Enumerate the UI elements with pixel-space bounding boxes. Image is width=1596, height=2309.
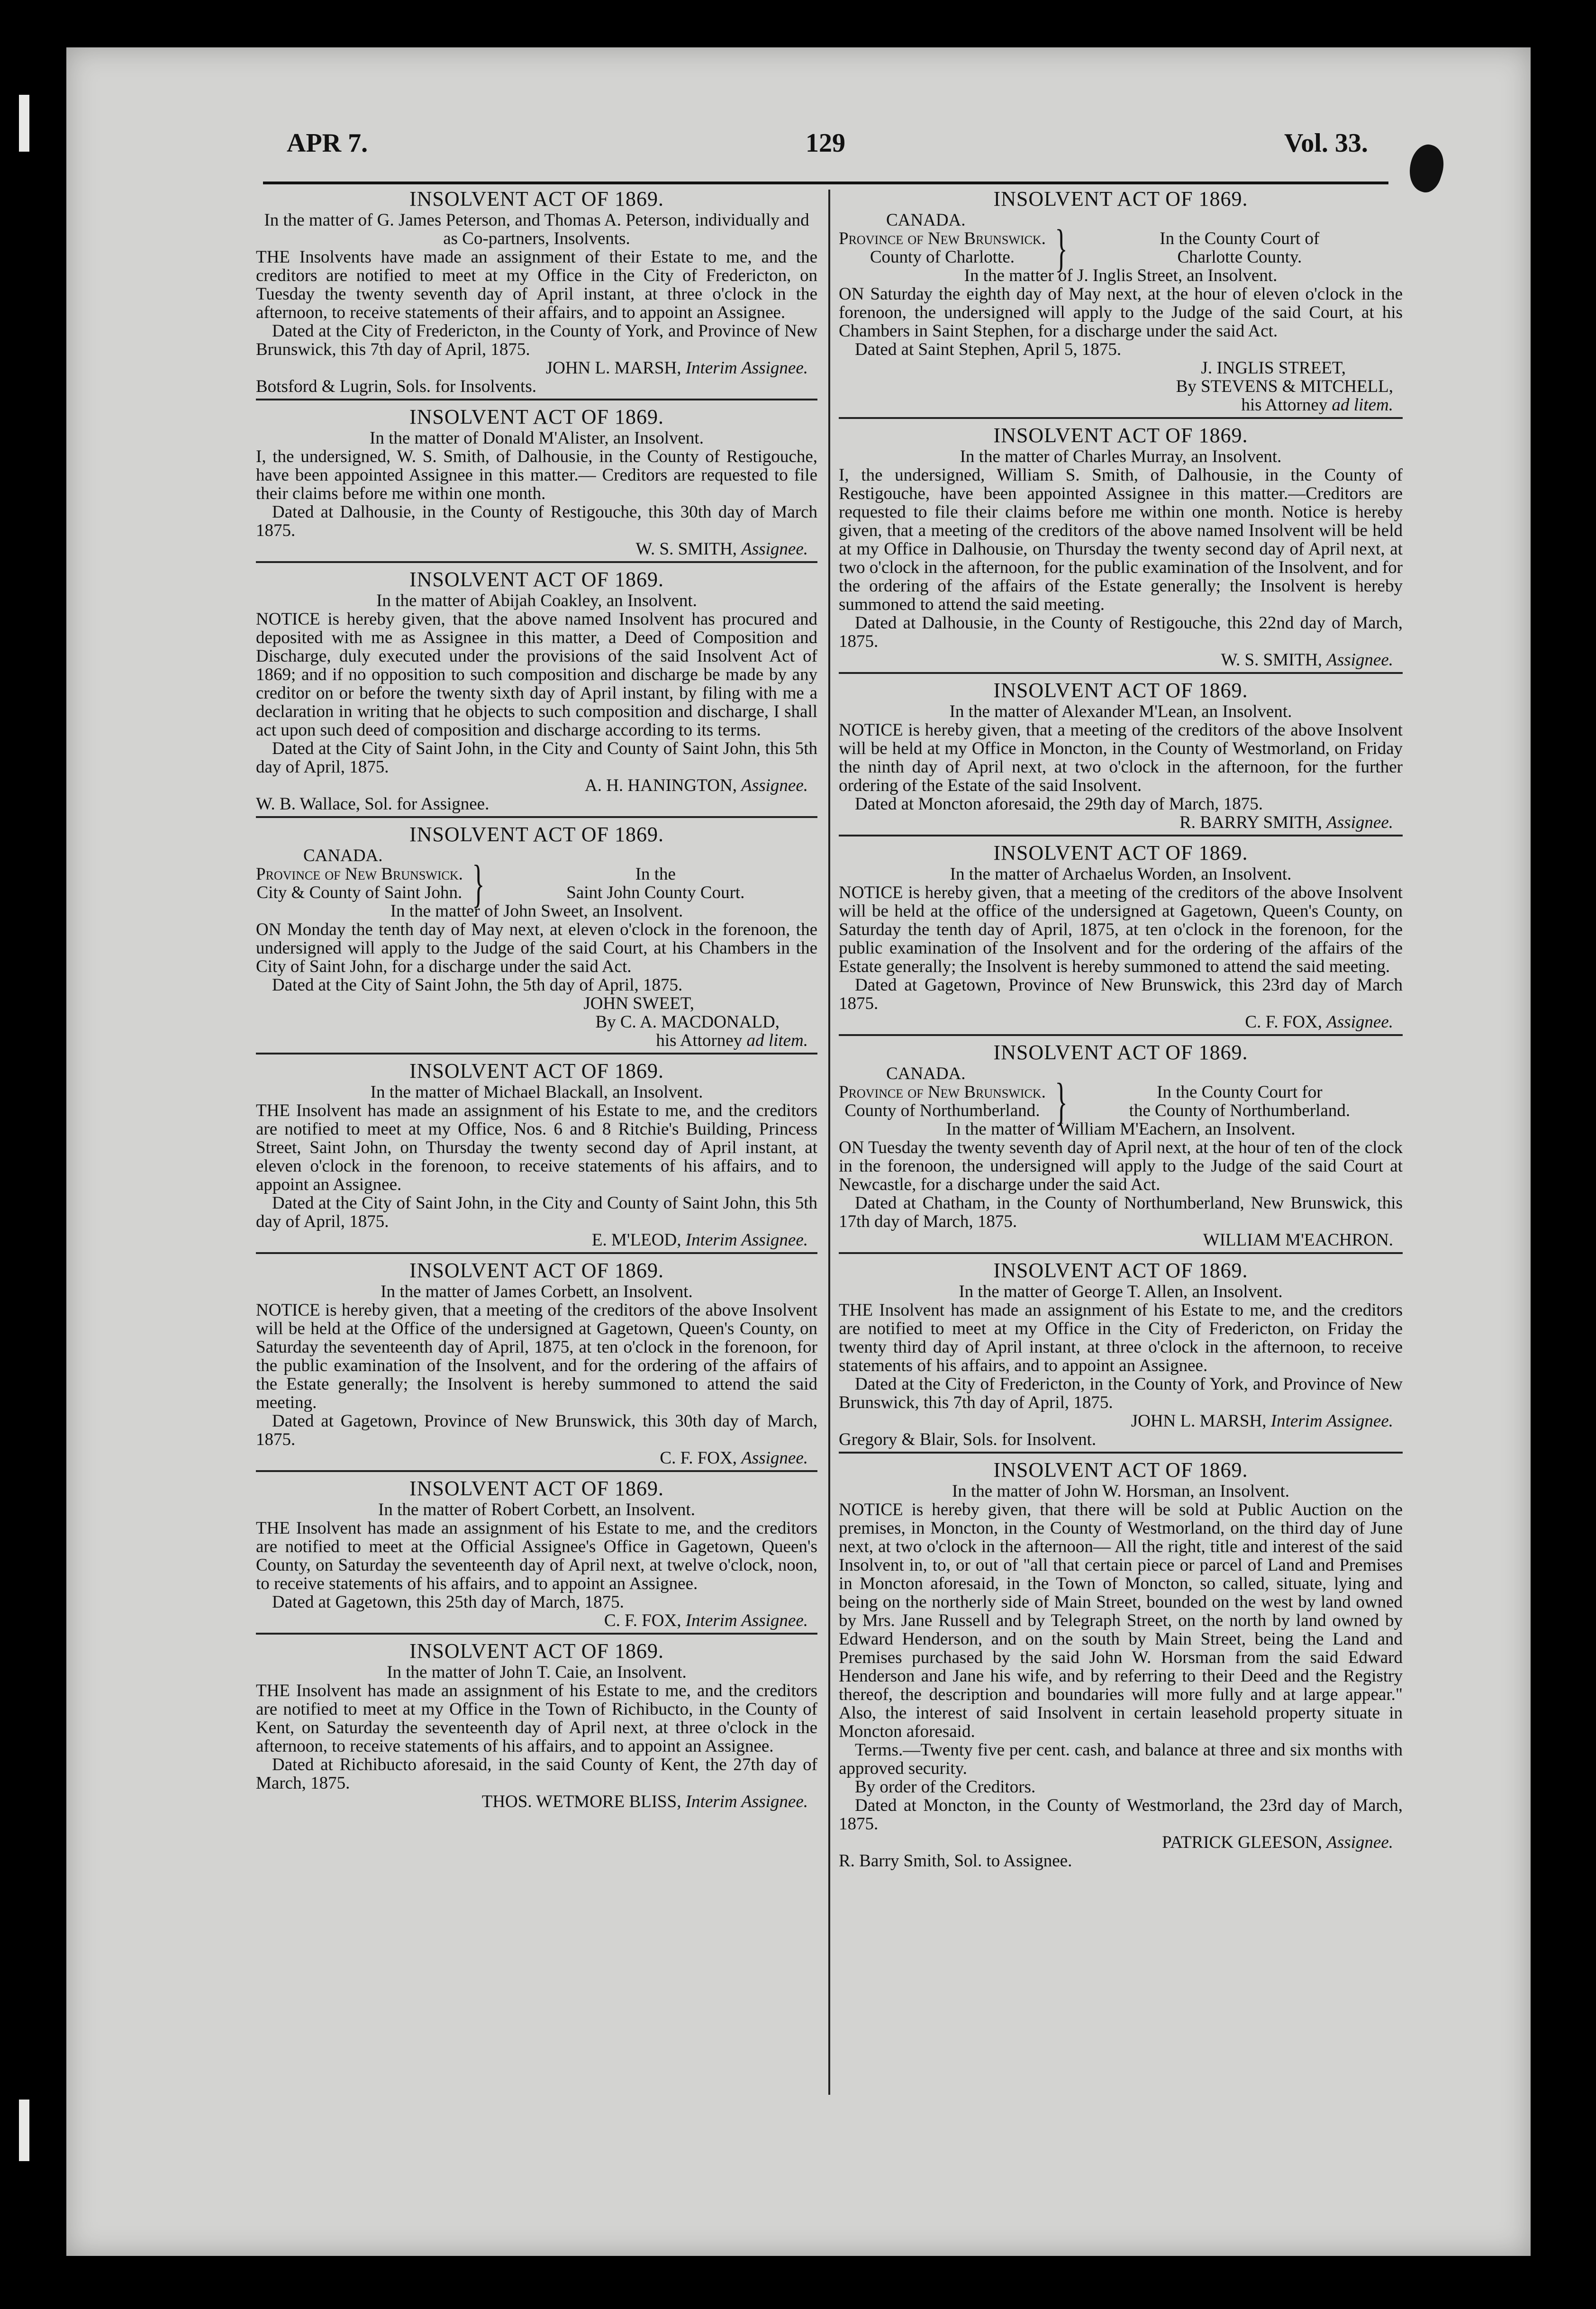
notice-matter: In the matter of James Corbett, an Insolvent. bbox=[381, 1282, 693, 1301]
notice-signature bbox=[256, 1611, 817, 1630]
notice-body: THE Insolvent has made an assignment of his Estate to me, and the creditors are notified to meet at my Office in the City of Fredericton, on Friday the twenty third day of April instant, at three o'clock in the afternoon, to receive statements of his affairs, and to appoint an Assignee. bbox=[839, 1300, 1403, 1375]
notice bbox=[256, 1259, 817, 1472]
notice-dated: Dated at the City of Saint John, in the City and County of Saint John, this 5th day of April, 1875. bbox=[256, 739, 817, 777]
sale-terms: Terms.—Twenty five per cent. cash, and balance at three and six months with approved security. bbox=[839, 1740, 1403, 1778]
notice-dated: Dated at Richibucto aforesaid, in the said County of Kent, the 27th day of March, 1875. bbox=[256, 1755, 817, 1793]
notice bbox=[256, 1477, 817, 1635]
notice bbox=[839, 679, 1403, 836]
solicitors: Botsford & Lugrin, Sols. for Insolvents. bbox=[256, 377, 536, 396]
court-county: County of Northumberland. bbox=[844, 1101, 1040, 1120]
notice-title: INSOLVENT ACT OF 1869. bbox=[993, 841, 1248, 864]
header-rule bbox=[263, 182, 1388, 184]
notice-matter: In the matter of Archaelus Worden, an Insolvent. bbox=[950, 864, 1292, 884]
notice-dated: Dated at Gagetown, Province of New Brunswick, this 30th day of March, 1875. bbox=[256, 1411, 817, 1449]
attorney-suffix: ad litem. bbox=[746, 1031, 808, 1050]
notice-signature bbox=[256, 1792, 817, 1811]
edge-mark bbox=[19, 95, 29, 152]
notice-body: NOTICE is hereby given, that a meeting of the creditors of the above Insolvent will be held at my Office in Moncton, in the County of Westmorland, on Friday the ninth day of April next, at two o'clock in the afternoon, for the further ordering of the Estate of the said Insolvent. bbox=[839, 720, 1403, 795]
court-name-line2: Charlotte County. bbox=[1177, 247, 1302, 267]
notice-title: INSOLVENT ACT OF 1869. bbox=[409, 1639, 664, 1663]
notice-matter: In the matter of George T. Allen, an Insolvent. bbox=[959, 1282, 1283, 1301]
notice bbox=[256, 1639, 817, 1814]
notice-body: THE Insolvent has made an assignment of his Estate to me, and the creditors are notified to meet at the Official Assignee's Office in Gagetown, Queen's County, on Saturday the seventeenth day of April next, at twelve o'clock, noon, to receive statements of his affairs, and to appoint an Assignee. bbox=[256, 1518, 817, 1593]
notice-matter: In the matter of William M'Eachern, an Insolvent. bbox=[946, 1119, 1296, 1139]
volume-number: Vol. 33. bbox=[1284, 128, 1368, 158]
signer-role: Interim Assignee. bbox=[685, 1611, 808, 1630]
page-number: 129 bbox=[806, 128, 845, 158]
notice-dated: Dated at the City of Fredericton, in the County of York, and Province of New Brunswick, this 7th day of April, 1875. bbox=[839, 1374, 1403, 1412]
notice bbox=[256, 568, 817, 818]
notice-signature bbox=[256, 1231, 817, 1249]
notice-title: INSOLVENT ACT OF 1869. bbox=[409, 1059, 664, 1082]
signer-agent: By STEVENS & MITCHELL, bbox=[1176, 377, 1393, 396]
signer-name: C. F. FOX, bbox=[660, 1448, 737, 1468]
notice-dated: Dated at Moncton, in the County of Westmorland, the 23rd day of March, 1875. bbox=[839, 1796, 1403, 1834]
notice-signature bbox=[839, 1412, 1403, 1430]
notice-dated: Dated at the City of Saint John, in the City and County of Saint John, this 5th day of April, 1875. bbox=[256, 1193, 817, 1231]
notice-dated: Dated at the City of Saint John, the 5th day of April, 1875. bbox=[272, 975, 683, 995]
notice-matter: In the matter of Donald M'Alister, an Insolvent. bbox=[370, 428, 704, 448]
notice-body: THE Insolvent has made an assignment of his Estate to me, and the creditors are notified to meet at my Office in the Town of Richibucto, in the County of Kent, on Saturday the seventeenth day of April next, at three o'clock in the afternoon, to receive statements of his affairs, and to appoint an Assignee. bbox=[256, 1681, 817, 1756]
signer-role: Assignee. bbox=[741, 1448, 808, 1468]
notice-signature bbox=[839, 651, 1403, 669]
notice-matter: In the matter of J. Inglis Street, an Insolvent. bbox=[964, 266, 1278, 285]
notice-matter: In the matter of John W. Horsman, an Insolvent. bbox=[952, 1482, 1290, 1501]
notice-title: INSOLVENT ACT OF 1869. bbox=[993, 1041, 1248, 1064]
notice-dated: Dated at Dalhousie, in the County of Restigouche, this 22nd day of March, 1875. bbox=[839, 613, 1403, 651]
notice-title: INSOLVENT ACT OF 1869. bbox=[409, 568, 664, 591]
notice-title: INSOLVENT ACT OF 1869. bbox=[993, 1259, 1248, 1282]
court-province: Province of New Brunswick. bbox=[839, 229, 1046, 248]
court-country: CANADA. bbox=[303, 846, 383, 865]
notice-body: NOTICE is hereby given, that a meeting of the creditors of the above Insolvent will be held at the Office of the undersigned at Gagetown, Queen's County, on Saturday the seventeenth day of April, 1875, at ten o'clock in the forenoon, for the public examination of the Insolvent, and for the ordering of the affairs of the Estate generally; the Insolvent is hereby summoned to attend the said meeting. bbox=[256, 1300, 817, 1412]
notice-body: THE Insolvents have made an assignment of their Estate to me, and the creditors are notified to meet at my Office in the City of Fredericton, on Tuesday the twenty seventh day of April instant, at three o'clock in the afternoon, to receive statements of their affairs, and to appoint an Assignee. bbox=[256, 247, 817, 322]
court-name: In the County Court for bbox=[1157, 1082, 1323, 1102]
signer-name: W. S. SMITH, bbox=[635, 539, 737, 559]
notice-matter: In the matter of Charles Murray, an Insolvent. bbox=[960, 447, 1282, 466]
notice-matter: In the matter of Abijah Coakley, an Insolvent. bbox=[376, 591, 697, 610]
notice-signature bbox=[839, 813, 1403, 832]
solicitors: W. B. Wallace, Sol. for Assignee. bbox=[256, 794, 490, 814]
solicitors: R. Barry Smith, Sol. to Assignee. bbox=[839, 1851, 1072, 1871]
notice-signature bbox=[256, 1449, 817, 1467]
notice-dated: Dated at Chatham, in the County of Northumberland, New Brunswick, this 17th day of March, 1875. bbox=[839, 1193, 1403, 1231]
column-divider bbox=[828, 190, 830, 2095]
court-country: CANADA. bbox=[886, 210, 966, 230]
brace-icon: } bbox=[1055, 1073, 1068, 1130]
notice-body: I, the undersigned, W. S. Smith, of Dalhousie, in the County of Restigouche, have been appointed Assignee in this matter.— Creditors are requested to file their claims before me within one month. bbox=[256, 447, 817, 503]
signer-role bbox=[256, 1031, 817, 1050]
solicitors: Gregory & Blair, Sols. for Insolvent. bbox=[839, 1430, 1097, 1449]
notice bbox=[256, 405, 817, 563]
signer-role: Assignee. bbox=[741, 539, 808, 559]
notice-dated: Dated at Moncton aforesaid, the 29th day of March, 1875. bbox=[855, 794, 1263, 814]
notice bbox=[839, 1041, 1403, 1254]
signer-role: Assignee. bbox=[1326, 1012, 1393, 1032]
notice-body: THE Insolvent has made an assignment of his Estate to me, and the creditors are notified to meet at my Office, Nos. 6 and 8 Ritchie's Building, Princess Street, Saint John, on Thursday the twenty second day of April instant, at eleven o'clock in the forenoon, to receive statements of his affairs, and to appoint an Assignee. bbox=[256, 1101, 817, 1194]
attorney-suffix: ad litem. bbox=[1332, 395, 1393, 415]
signer-name: WILLIAM M'EACHRON. bbox=[1203, 1230, 1393, 1250]
notice-body: NOTICE is hereby given, that there will be sold at Public Auction on the premises, in Moncton, in the County of Westmorland, on the third day of June next, at two o'clock in the afternoon— All the right, title and interest of the said Insolvent in, to, or out of "all that certain piece or parcel of Land and Premises in Moncton aforesaid, in the Town of Moncton, so called, situate, lying and being on the northerly side of Main Street, bounded on the west by land owned by Mrs. Jane Russell and by Telegraph Street, on the north by land owned by Edward Henderson, and on the south by Main Street, being the Land and Premises purchased by the said John W. Horsman from the said Edward Henderson and Jane his wife, and by referring to their Deed and the Registry thereof, the description and boundaries will more fully and at large appear." Also, the interest of said Insolvent in certain leasehold property situate in Moncton aforesaid. bbox=[839, 1500, 1403, 1741]
notice-matter: In the matter of Michael Blackall, an Insolvent. bbox=[370, 1082, 703, 1102]
signer-role: Interim Assignee. bbox=[1270, 1411, 1393, 1431]
signer-name: W. S. SMITH, bbox=[1221, 650, 1322, 670]
notice bbox=[839, 841, 1403, 1036]
notice-body: ON Saturday the eighth day of May next, at the hour of eleven o'clock in the forenoon, the undersigned will apply to the Judge of the said Court, at his Chambers in Saint Stephen, for a discharge under the said Act. bbox=[839, 284, 1403, 341]
issue-date: APR 7. bbox=[287, 128, 368, 158]
notice bbox=[839, 1259, 1403, 1454]
signer-role: Interim Assignee. bbox=[685, 1792, 808, 1811]
notice-matter: In the matter of Robert Corbett, an Insolvent. bbox=[378, 1500, 695, 1519]
notice-title: INSOLVENT ACT OF 1869. bbox=[993, 424, 1248, 447]
court-province: Province of New Brunswick. bbox=[839, 1082, 1046, 1102]
notice-title: INSOLVENT ACT OF 1869. bbox=[409, 1477, 664, 1500]
signer-name: PATRICK GLEESON, bbox=[1162, 1833, 1322, 1852]
notice-title: INSOLVENT ACT OF 1869. bbox=[409, 823, 664, 846]
court-county: County of Charlotte. bbox=[870, 247, 1015, 267]
court-name: In the bbox=[635, 864, 676, 884]
notice-body: ON Tuesday the twenty seventh day of April next, at the hour of ten of the clock in the forenoon, the undersigned will apply to the Judge of the said Court at Newcastle, for a discharge under the said Act. bbox=[839, 1138, 1403, 1194]
notice-title: INSOLVENT ACT OF 1869. bbox=[993, 679, 1248, 702]
court-name-line2: Saint John County Court. bbox=[566, 883, 745, 902]
notice-title: INSOLVENT ACT OF 1869. bbox=[993, 187, 1248, 210]
notice-matter: In the matter of John Sweet, an Insolvent. bbox=[390, 901, 683, 921]
notice-body: NOTICE is hereby given, that the above named Insolvent has procured and deposited with me as Assignee in this matter, a Deed of Composition and Discharge, duly executed under the provisions of the said Insolvent Act of 1869; and if no opposition to such composition and discharge be made by any creditor on or before the twenty sixth day of April instant, by filing with me a declaration in writing that he objects to such composition and discharge, I shall act upon such deed of composition and discharge according to its terms. bbox=[256, 609, 817, 740]
court-province: Province of New Brunswick. bbox=[256, 864, 463, 884]
notice-body: NOTICE is hereby given, that a meeting of the creditors of the above Insolvent will be held at the office of the undersigned at Gagetown, Queen's County, on Saturday the tenth day of April, 1875, at ten o'clock in the forenoon, for the public examination of the Insolvent and for the ordering of the affairs of the Estate generally; the Insolvent is hereby summoned to attend the said meeting. bbox=[839, 883, 1403, 976]
notice bbox=[839, 187, 1403, 419]
signer-name: THOS. WETMORE BLISS, bbox=[481, 1792, 681, 1811]
signer-name: JOHN L. MARSH, bbox=[1131, 1411, 1267, 1431]
signer-role: Interim Assignee. bbox=[685, 1230, 808, 1250]
notice-dated: Dated at Dalhousie, in the County of Restigouche, this 30th day of March 1875. bbox=[256, 502, 817, 540]
notice-signature bbox=[839, 1833, 1403, 1852]
signer-name: C. F. FOX, bbox=[604, 1611, 681, 1630]
notice-matter: In the matter of G. James Peterson, and Thomas A. Peterson, individually and as Co-partners, Insolvents. bbox=[264, 210, 809, 248]
notice-signature bbox=[256, 540, 817, 558]
signer-name: JOHN L. MARSH, bbox=[545, 358, 681, 378]
signer-role: Assignee. bbox=[1326, 1833, 1393, 1852]
left-column bbox=[256, 187, 817, 1818]
signer-role: Assignee. bbox=[1326, 650, 1393, 670]
notice-matter: In the matter of Alexander M'Lean, an Insolvent. bbox=[949, 702, 1292, 721]
notice-signature bbox=[256, 776, 817, 795]
notice-title: INSOLVENT ACT OF 1869. bbox=[409, 1259, 664, 1282]
notice-dated: Dated at Gagetown, Province of New Brunswick, this 23rd day of March 1875. bbox=[839, 975, 1403, 1013]
court-county: City & County of Saint John. bbox=[256, 883, 462, 902]
brace-icon: } bbox=[1055, 219, 1068, 277]
signer-name: E. M'LEOD, bbox=[591, 1230, 681, 1250]
sale-order: By order of the Creditors. bbox=[855, 1777, 1036, 1797]
signer-role: Assignee. bbox=[741, 776, 808, 795]
signer-name: R. BARRY SMITH, bbox=[1179, 813, 1322, 832]
signer-name: C. F. FOX, bbox=[1245, 1012, 1322, 1032]
court-name-line2: the County of Northumberland. bbox=[1129, 1101, 1351, 1120]
signer-name: A. H. HANINGTON, bbox=[584, 776, 737, 795]
notice-dated: Dated at Saint Stephen, April 5, 1875. bbox=[855, 340, 1122, 359]
notice-title: INSOLVENT ACT OF 1869. bbox=[409, 187, 664, 210]
signer-agent: By C. A. MACDONALD, bbox=[595, 1012, 780, 1032]
signer-name: J. INGLIS STREET, bbox=[1201, 358, 1346, 378]
signer-role: Assignee. bbox=[1326, 813, 1393, 832]
notice-body: I, the undersigned, William S. Smith, of Dalhousie, in the County of Restigouche, have been appointed Assignee in this matter.—Creditors are requested to file their claims before me within one month. Notice is hereby given, that a meeting of the creditors of the above named Insolvent will be held at my Office in Dalhousie, on Thursday the twenty second day of April next, at two o'clock in the afternoon, for the public examination of the Insolvent, and for the ordering of the affairs of the Estate generally; the Insolvent is hereby summoned to attend the said meeting. bbox=[839, 465, 1403, 614]
right-column bbox=[839, 187, 1403, 1878]
notice-title: INSOLVENT ACT OF 1869. bbox=[993, 1458, 1248, 1482]
signer-name: JOHN SWEET, bbox=[583, 994, 694, 1013]
signer-role bbox=[839, 396, 1403, 414]
attorney-label: his Attorney bbox=[656, 1031, 743, 1050]
edge-mark bbox=[19, 2100, 29, 2161]
notice bbox=[839, 1458, 1403, 1873]
notice-dated: Dated at Gagetown, this 25th day of March, 1875. bbox=[272, 1592, 624, 1612]
attorney-label: his Attorney bbox=[1241, 395, 1328, 415]
notice-dated: Dated at the City of Fredericton, in the County of York, and Province of New Brunswick, this 7th day of April, 1875. bbox=[256, 321, 817, 359]
notice-body: ON Monday the tenth day of May next, at eleven o'clock in the forenoon, the undersigned will apply to the Judge of the said Court, at his Chambers in the City of Saint John, for a discharge under the said Act. bbox=[256, 920, 817, 976]
notice bbox=[839, 424, 1403, 674]
notice bbox=[256, 1059, 817, 1254]
notice-signature bbox=[839, 1013, 1403, 1031]
notice bbox=[256, 823, 817, 1055]
notice bbox=[256, 187, 817, 400]
brace-icon: } bbox=[472, 855, 485, 912]
notice-title: INSOLVENT ACT OF 1869. bbox=[409, 405, 664, 428]
court-country: CANADA. bbox=[886, 1064, 966, 1083]
signer-role: Interim Assignee. bbox=[685, 358, 808, 378]
notice-matter: In the matter of John T. Caie, an Insolvent. bbox=[387, 1663, 687, 1682]
court-name: In the County Court of bbox=[1160, 229, 1320, 248]
notice-signature bbox=[256, 359, 817, 377]
